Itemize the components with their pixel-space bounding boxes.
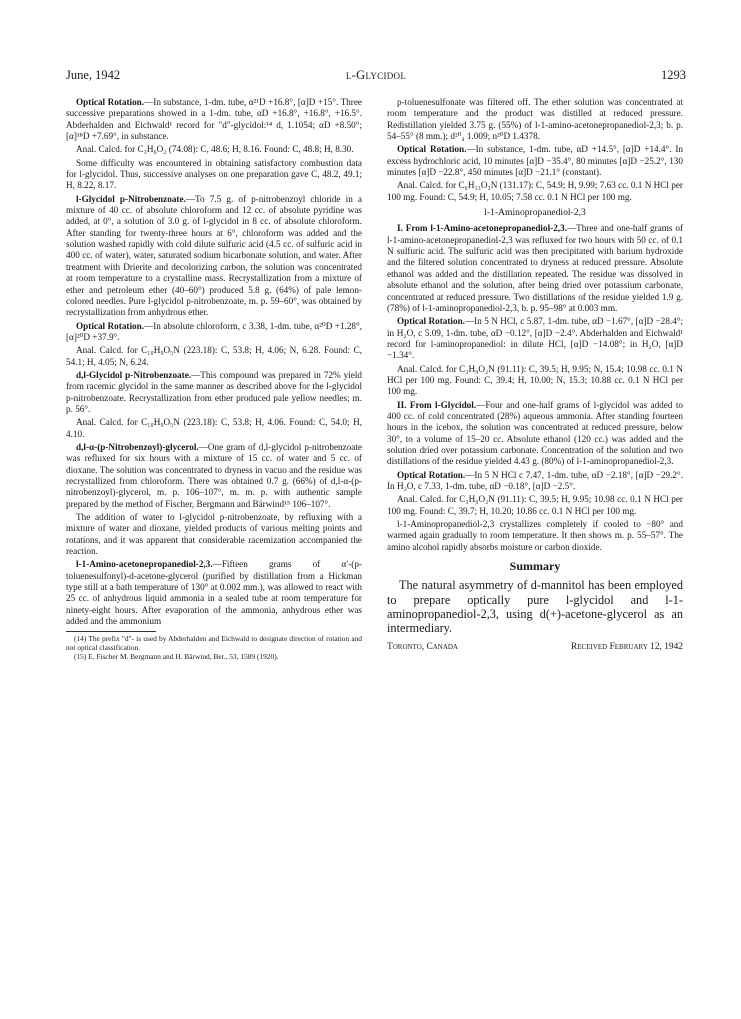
paragraph-text: Anal. Calcd. for C₃H₆O₂ (74.08): C, 48.6; H, 8.16. Found: C, 48.8; H, 8.30. (76, 144, 354, 155)
paragraph-text: —In substance, 1-dm. tube, α²¹D +16.8°, [α]D +15°. Three successive preparations showed in a 1-dm. tube, αD +16.8°, +16.8°, +16.5°. Abderhalden and Eichwald¹ record for "d"-glycidol:¹⁴ d, 1.1054; αD +8.50°; [α]¹⁸D +7.69°, in substance. (66, 97, 362, 142)
paragraph-text: —In substance, 1-dm. tube, αD +14.5°, [α]D +14.4°. In excess hydrochloric acid, 10 minutes [α]D −35.4°, 80 minutes [α]D −25.2°, 130 minutes [α]D −22.8°, 450 minutes [α]D −21.1° (constant). (387, 144, 683, 178)
paragraph-text: Anal. Calcd. for C₁₀H₉O₅N (223.18): C, 53.8; H, 4.06. Found: C, 54.0; H, 4.10. (66, 417, 362, 439)
paragraph (387, 470, 683, 493)
paragraph (387, 364, 683, 398)
summary-heading: Summary (509, 559, 561, 574)
left-column (66, 97, 362, 662)
paragraph (387, 316, 683, 361)
header-title: l-Glycidol (345, 68, 407, 82)
paragraph (387, 494, 683, 517)
page-header (66, 68, 686, 86)
paragraph-text: —One gram of d,l-glycidol p-nitrobenzoate was refluxed for six hours with a mixture of 15 cc. of water and 5 cc. of dioxane. The solution was concentrated to dryness in vacuo and the residue was recrystallized from chloroform. There was obtained 0.7 g. (66%) of d,l-α-(p-nitrobenzoyl)-glycerol, m. p. 106–107°, m. m. p. with authentic sample prepared by the method of Fischer, Bergmann and Bärwind¹⁵ 106–107°. (66, 441, 362, 509)
signature-line (387, 642, 683, 654)
right-column-part-b (387, 223, 683, 553)
right-column-part-a (387, 97, 683, 203)
paragraph (387, 180, 683, 203)
paragraph-text: p-toluenesulfonate was filtered off. The ether solution was concentrated at room temperature and the product was distilled at reduced pressure. Redistillation yielded 3.75 g. (55%) of l-1-amino-acetonepropanediol-2,3; b. p. 54–55° (8 mm.); d²⁰₄ 1.009; n²⁰D 1.4378. (387, 97, 683, 142)
right-column (387, 97, 683, 654)
received-date: Received February 12, 1942 (571, 641, 683, 652)
section-heading: l-1-Aminopropanediol-2,3 (484, 207, 586, 219)
paragraph-text: —In 5 N HCl c 7.47, 1-dm. tube, αD −2.18°, [α]D −29.2°. In H₂O, c 7.33, 1-dm. tube, αD −0.18°, [α]D −2.5°. (387, 469, 683, 491)
paragraph (66, 370, 362, 415)
paragraph-heading: I. From l-1-Amino-acetonepropanediol-2,3. (397, 223, 567, 234)
footnote: (14) The prefix "d"- is used by Abderhalden and Eichwald to designate direction of rotation and not optical classification. (66, 634, 362, 653)
paragraph-text: —Fifteen grams of α′-(p-toluenesulfonyl)-d-acetone-glycerol (purified by distillation from a Hickman type still at a bath temperature of 130° at 0.002 mm.), was allowed to react with 25 cc. of anhydrous liquid ammonia in a sealed tube at room temperature for ninety-eight hours. After evaporation of the ammonia, anhydrous ether was added and the ammonium (66, 559, 362, 627)
paragraph-heading: Optical Rotation. (397, 469, 466, 480)
footnote: (15) E. Fischer M. Bergmann and H. Bärwind, Ber., 53, 1589 (1920). (74, 652, 279, 662)
paragraph-text: l-1-Aminopropanediol-2,3 crystallizes completely if cooled to −80° and warmed again gradually to room temperature. It then shows m. p. 55–57°. The amino alcohol rapidly absorbs moisture or carbon dioxide. (387, 519, 683, 552)
paragraph (66, 321, 362, 344)
paragraph (66, 158, 362, 192)
signature-city: Toronto, Canada (387, 641, 458, 652)
paragraph (66, 144, 362, 155)
paragraph-heading: Optical Rotation. (76, 97, 145, 107)
paragraph (66, 559, 362, 627)
paragraph-text: Anal. Calcd. for C₃H₉O₂N (91.11): C, 39.5; H, 9.95; 10.98 cc. 0.1 N HCl per 100 mg. Found: C, 39.7; H, 10.20; 10.86 cc. 0.1 N HCl per 100 mg. (387, 494, 683, 516)
paragraph (387, 519, 683, 553)
footnote-rule (66, 631, 156, 632)
paragraph-heading: Optical Rotation. (397, 144, 467, 155)
paragraph-text: —This compound was prepared in 72% yield from racemic glycidol in the same manner as described above for the l-glycidol p-nitrobenzoate. Recrystallization from ether produced pale yellow needles; m. p. 56°. (66, 369, 362, 414)
header-date: June, 1942 (66, 68, 121, 82)
paragraph-heading: d,l-α-(p-Nitrobenzoyl)-glycerol. (76, 441, 199, 452)
paragraph-heading: Optical Rotation. (76, 320, 145, 331)
paragraph-heading: l-Glycidol p-Nitrobenzoate. (76, 193, 186, 204)
paragraph-heading: II. From l-Glycidol. (397, 399, 477, 410)
paragraph-text: —Three and one-half grams of l-1-amino-acetonepropanediol-2,3 was refluxed for two hours with 50 cc. of 0.1 N sulfuric acid. The sulfuric acid was then precipitated with barium hydroxide and the filtered solution concentrated to dryness at reduced pressure. Absolute ethanol was added and the distillation repeated. The residue was dissolved in absolute ethanol and the solution, after being dried over potassium carbonate, concentrated at reduced pressure. Two distillations of the residue yielded 1.9 g. (78%) of l-1-aminopropanediol-2,3, b. p. 95–98° at 0.003 mm. (387, 223, 684, 313)
paragraph-text: —To 7.5 g. of p-nitrobenzoyl chloride in a mixture of 40 cc. of absolute chloroform and 12 cc. of absolute pyridine was added, at 0°, a solution of 3.0 g. of l-glycidol in 8 cc. of absolute chloroform. After standing for twenty-three hours at 6°, chloroform was added and the solution washed rapidly with cold dilute sulfuric acid (4.5 cc. of sulfuric acid in 400 cc. of water), water, saturated sodium bicarbonate solution, and water. After treatment with Drierite and decolorizing carbon, the solution was concentrated at room temperature to a crystalline mass. Recrystallization from a mixture of ether and petroleum ether (40–60°) produced 5.8 g. (64%) of pale lemon-colored needles. Pure l-glycidol p-nitrobenzoate, m. p. 59–60°, was obtained by recrystallization from anhydrous ether. (66, 193, 362, 318)
paragraph-text: —In absolute chloroform, c 3.38, 1-dm. tube, α²⁰D +1.28°, [α]²⁰D +37.9°. (66, 320, 362, 342)
paragraph (387, 223, 683, 314)
paragraph-text: Anal. Calcd. for C₆H₁₃O₃N (131.17): C, 54.9; H, 9.99; 7.63 cc. 0.1 N HCl per 100 mg. Found: C, 54.9; H, 10.05; 7.58 cc. 0.1 N HCl per 100 mg. (387, 180, 683, 202)
paragraph (66, 97, 362, 142)
paragraph-text: Anal. Calcd. for C₃H₉O₂N (91.11): C, 39.5; H, 9.95; N, 15.4; 10.98 cc. 0.1 N HCl per 100 mg. Found: C, 39.4; H, 10.00; N, 15.3; 10.88 cc. 0.1 N HCl per 100 mg. (387, 363, 683, 397)
paragraph-text: Anal. Calcd. for C₁₀H₉O₅N (223.18): C, 53.8; H, 4.06; N, 6.28. Found: C, 54.1; H, 4.05; N, 6.24. (66, 345, 362, 367)
paragraph-text: —Four and one-half grams of l-glycidol was added to 400 cc. of cold concentrated (28%) aqueous ammonia. After standing fourteen hours in the icebox, the solution was concentrated at reduced pressure, below 30°, to a volume of 15–20 cc. Absolute ethanol (120 cc.) was added and the solution dried over potassium carbonate. Concentration of the solution and two distillations of the residue yielded 4.43 g. (80%) of l-1-aminopropanediol-2,3. (387, 399, 683, 467)
paragraph (387, 400, 683, 468)
paragraph-heading: l-1-Amino-acetonepropanediol-2,3. (76, 559, 213, 570)
paragraph (66, 345, 362, 368)
page-number: 1293 (661, 68, 686, 82)
paragraph-text: —In 5 N HCl, c 5.87, 1-dm. tube, αD −1.67°, [α]D −28.4°; in H₂O, c 5.09, 1-dm. tube, αD −0.12°, [α]D −2.4°. Abderhalden and Eichwald¹ record for l-aminopropanediol: in dilute HCl, [α]D −14.08°; in H₂O, [α]D −1.34°. (387, 316, 683, 361)
paragraph (66, 442, 362, 510)
paragraph-heading: d,l-Glycidol p-Nitrobenzoate. (76, 369, 192, 380)
paragraph (387, 144, 683, 178)
paragraph (387, 97, 683, 142)
paragraph (66, 194, 362, 319)
paragraph (66, 512, 362, 557)
paragraph (66, 417, 362, 440)
paragraph-heading: Optical Rotation. (397, 316, 465, 327)
paragraph-text: Some difficulty was encountered in obtaining satisfactory combustion data for l-glycidol. Thus, successive analyses on one preparation gave C, 48.2, 49.1; H, 8.22, 8.17. (66, 157, 362, 191)
paragraph-text: The addition of water to l-glycidol p-nitrobenzoate, by refluxing with a mixture of water and dioxane, yielded products of various melting points and rotations, and it was apparent that considerable racemization accompanied the reaction. (66, 512, 362, 557)
summary-text: The natural asymmetry of d-mannitol has been employed to prepare optically pure l-glycidol and l-1-aminopropanediol-2,3, using d(+)-acetone-glycerol as an intermediary. (387, 578, 683, 636)
